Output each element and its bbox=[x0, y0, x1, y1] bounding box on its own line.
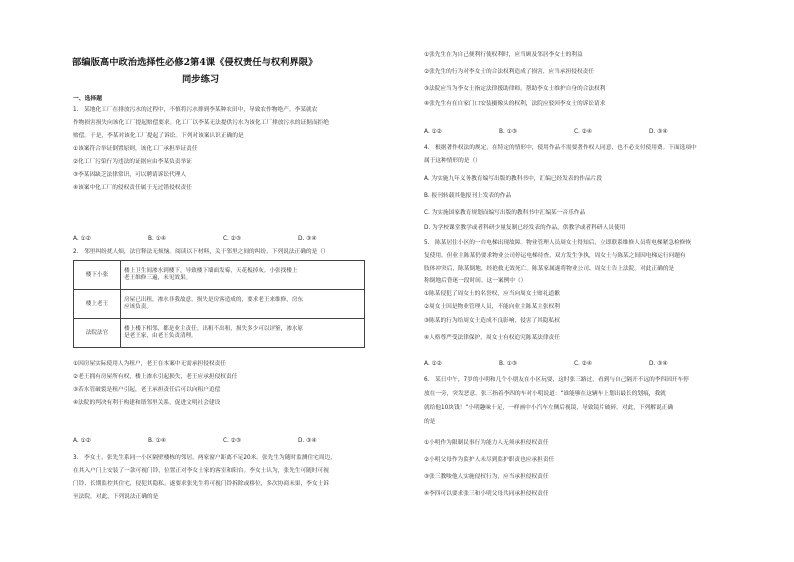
q5-item: ④人格尊严受法律保护，周女士有权追究陈某法律责任 bbox=[424, 335, 560, 341]
q5-option-b: B. ①③ bbox=[499, 361, 518, 367]
q2-option-c: C. ②③ bbox=[223, 438, 242, 444]
q4-line: 4. 根据著作权法的规定，在特定的情形中，使用作品不需要著作权人同意，也不必支付使用费。下面选项中 bbox=[424, 145, 697, 151]
table-content-cell bbox=[121, 290, 365, 319]
q4-option-b: B. 报刊转载其他报刊上发表的作品 bbox=[424, 193, 512, 199]
q2-item: ④法院的判决有利于构建和谐邻里关系，促进文明社会建设 bbox=[73, 400, 221, 406]
q2-option-b: B. ①④ bbox=[148, 438, 167, 444]
q5-line: 肢体冲突后，陈某倒地，经抢救无效死亡。陈某家属遂将物业公司、周女士告上法院。对此正确的是 bbox=[424, 266, 675, 272]
table-cell-line: 房屋已出租，渗水非我故意，损失是房客造成的，要求老王来维修，房东 bbox=[124, 297, 304, 303]
table-row bbox=[74, 319, 365, 348]
q6-line: 的是 bbox=[424, 419, 436, 425]
document-subtitle: 同步练习 bbox=[182, 74, 220, 85]
q4-option-a: A. 为实施九年义务教育编写出版的教科书中，汇编已经发表的作品片段 bbox=[424, 176, 603, 182]
q1-option-a: A. ①② bbox=[73, 236, 91, 242]
q3-line: 门铃、长期监控其住宅，侵犯其隐私。遂要求张先生将可视门铃拆除或移位，多次协商未果，李女士诉 bbox=[73, 481, 329, 487]
q1-line: 作物损害损失向该化工厂提起赔偿要求。化工厂以李某无法提供污水为该化工厂排放污水的证据而拒绝 bbox=[73, 120, 329, 126]
table-label-cell: 法院法官 bbox=[74, 319, 121, 348]
q2-item: ②老王拥有房屋所有权，楼上渗水引起损失，老王应承担侵权责任 bbox=[73, 374, 238, 380]
q2-item: ③若水管破裂是租户引起，老王承担责任后可以向租户追偿 bbox=[73, 387, 221, 393]
q3-line: 在其入户门上安装了一款可视门铃，位置正对李女士家的客室和阳台。李女士认为，张先生可随时可视 bbox=[73, 468, 329, 474]
q1-item: ④该案中化工厂的侵权责任属于无过错侵权责任 bbox=[73, 185, 192, 191]
table-cell-line: 楼上楼下相邻，都是业主责任。出租不出租，损失多少可以评鉴，渗水原 bbox=[124, 326, 304, 332]
q4-line: 属于这种情形的是（） bbox=[424, 158, 481, 164]
table-row bbox=[74, 290, 365, 319]
table-cell-line: 楼上卫生间渗水到楼下，导致楼下墙面发霉，天花板掉灰。小张找楼上 bbox=[124, 268, 298, 274]
q3-item: ④张先生有在自家门口安装摄像头的权利，法院应驳回李女士的诉讼请求 bbox=[424, 101, 606, 107]
q2-stem: 2. 邻里纠纷扰人烦，法官释法无烦恼。阅读以下材料，关于邻里之间的纠纷，下列说法正确的是（） bbox=[73, 249, 329, 255]
table-cell-line: 是老王家，由老王负责清理。 bbox=[124, 333, 197, 339]
q6-item: ④李四可以要求张三和小明父母共同承担侵权责任 bbox=[424, 491, 549, 497]
q6-line: 就给他10块钱！”小明趣味十足，一样画中小汽车左侧后视镜，导致镜片破碎。对此，下列解说正确 bbox=[424, 405, 674, 411]
section-heading: 一、选择题 bbox=[73, 96, 102, 102]
q5-option-c: C. ②④ bbox=[574, 361, 593, 367]
right-page bbox=[397, 0, 794, 562]
document-title: 部编版高中政治选择性必修2第4课《侵权责任与权利界限》 bbox=[72, 57, 318, 68]
q6-line: 6. 某日中午，7岁的小明和几个小朋友在小区玩耍，这时张三路过，看到与自己隔开不远的李四因开车停 bbox=[424, 377, 689, 383]
q1-item: ①该案符合举证倒置原则，该化工厂承担举证责任 bbox=[73, 146, 198, 152]
q4-option-c: C. 为实施国家教育规划而编写出版的教科书中汇编某一音乐作品 bbox=[424, 210, 586, 216]
q6-item: ③张三教唆他人实施侵权行为，应当承担侵权责任 bbox=[424, 474, 549, 480]
q1-line: 赔偿。于是，李某对该化工厂提起了诉讼。下列对该案认识正确的是 bbox=[73, 133, 244, 139]
q3-option-c: C. ②④ bbox=[574, 129, 593, 135]
q2-item: ①因房屋实际使用人为租户，老王在本案中无需承担侵权责任 bbox=[73, 361, 226, 367]
table-label-cell: 楼上老王 bbox=[74, 290, 121, 319]
table-content-cell bbox=[121, 319, 365, 348]
q6-line: 放在一旁，突发恶意。张三指着李四的车对小明说道：“谁能够在这辆车上划出最长的划痕，我就 bbox=[424, 391, 666, 397]
table-label-cell: 楼下小张 bbox=[74, 261, 121, 290]
table-cell-line: 应该负责。 bbox=[124, 304, 152, 310]
q4-option-d: D. 为学校课堂教学或者科研少量复制已经发表的作品，供教学或者科研人员使用 bbox=[424, 225, 626, 231]
q3-option-d: D. ③④ bbox=[649, 129, 668, 135]
q1-option-c: C. ②③ bbox=[223, 236, 242, 242]
table-content-cell bbox=[121, 261, 365, 290]
table-cell-line: 老王维修三遍，未见效果。 bbox=[124, 275, 192, 281]
table-row bbox=[74, 261, 365, 290]
q2-table bbox=[73, 260, 365, 348]
q3-item: ③法院应当为李女士指定法律援助律师，帮助李女士维护自身的合法权利 bbox=[424, 86, 606, 92]
q5-line: 复使用。但业主陈某仍要求物业公司停运电梯待查，双方发生争执，周女士与陈某之间因电梯运行问题有 bbox=[424, 253, 686, 259]
q2-option-a: A. ①② bbox=[73, 438, 91, 444]
q3-line: 至法院。对此，下列说法正确的是 bbox=[73, 494, 159, 500]
q3-option-b: B. ①③ bbox=[499, 129, 518, 135]
q5-item: ②周女士因是物业管理人员，不能向业主陈某主张权利 bbox=[424, 304, 560, 310]
q3-item: ②张先生的行为对李女士的合法权利造成了损害，应当承担侵权责任 bbox=[424, 69, 595, 75]
q1-option-b: B. ①④ bbox=[148, 236, 167, 242]
q5-line: 5. 陈某居住小区的一台电梯出现故障。物业管理人员周女士得知后，立即联系维修人员将电梯紧急检修恢 bbox=[424, 240, 692, 246]
q3-option-a: A. ①② bbox=[424, 129, 442, 135]
q5-option-a: A. ①② bbox=[424, 361, 442, 367]
q1-item: ②化工厂污染行为违法的证据应由李某负责举证 bbox=[73, 159, 192, 165]
q1-line: 1. 某地化工厂在排放污水的过程中，不慎将污水排到李某种农田中，导致农作物绝产。李某就农 bbox=[73, 107, 318, 113]
q5-item: ③陈某的行为给周女士造成不良影响，侵害了其隐私权 bbox=[424, 318, 560, 324]
q1-option-d: D. ③④ bbox=[298, 236, 317, 242]
q6-item: ②小明父母作为监护人未尽到监护职责也应承担责任 bbox=[424, 457, 555, 463]
q3-line: 3. 李女士，张先生系同一小区隔壁楼栋的邻居，两家窗户距离不足20米。张先生为随时监测住宅周边， bbox=[73, 455, 336, 461]
q1-item: ③李某因缺乏法律常识，可以聘请诉讼代理人 bbox=[73, 172, 187, 178]
q6-item: ①小明作为限制民事行为能力人无须承担侵权责任 bbox=[424, 440, 549, 446]
q3-item: ①张先生在为自己便利行使权利时，应当顾及邻居李女士的利益 bbox=[424, 52, 583, 58]
q5-item: ①陈某侵犯了周女士的名誉权，应当向周女士赔礼道歉 bbox=[424, 291, 560, 297]
q5-option-d: D. ③④ bbox=[649, 361, 668, 367]
q5-line: 称倒地后昏迷一段时间。这一案例中（） bbox=[424, 278, 527, 284]
q2-option-d: D. ③④ bbox=[298, 438, 317, 444]
